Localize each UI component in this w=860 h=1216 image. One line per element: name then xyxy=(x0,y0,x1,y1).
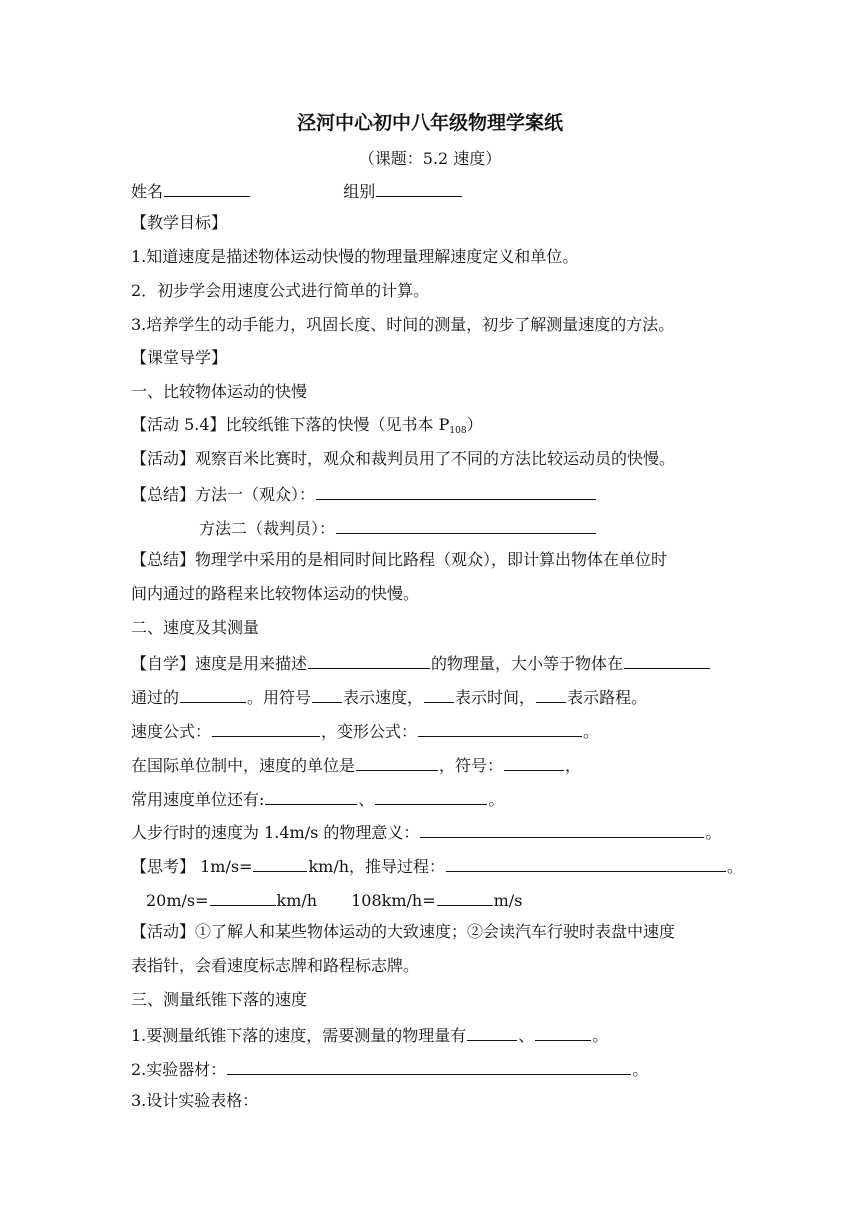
equipment-blank[interactable] xyxy=(227,1058,631,1075)
activity-54-text: 比较纸锥下落的快慢（见书本 P xyxy=(225,415,450,434)
separator: 、 xyxy=(518,1026,535,1045)
goal-item: 1.知道速度是描述物体运动快慢的物理量理解速度定义和单位。 xyxy=(131,247,579,266)
activity2-continued: 表指针，会看速度标志牌和路程标志牌。 xyxy=(131,956,420,975)
equipment-row xyxy=(131,1058,648,1080)
activity2-text: ①了解人和某些物体运动的大致速度；②会读汽车行驶时表盘中速度 xyxy=(195,922,676,941)
activity-54-tag: 【活动 5.4】 xyxy=(131,415,226,434)
derivation-blank[interactable] xyxy=(446,855,726,872)
page-title: 泾河中心初中八年级物理学案纸 xyxy=(296,112,563,134)
page-subtitle: （课题：5.2 速度） xyxy=(358,149,502,168)
method2-row xyxy=(199,517,597,539)
self-study-text: 。用符号 xyxy=(247,688,312,707)
activity2-row xyxy=(131,922,675,942)
summary2-continued: 间内通过的路程来比较物体运动的快慢。 xyxy=(131,584,420,603)
activity2-tag: 【活动】 xyxy=(131,922,196,941)
quantities-text: 1.要测量纸锥下落的速度，需要测量的物理量有 xyxy=(131,1026,467,1045)
variant-formula-label: ，变形公式： xyxy=(321,722,418,741)
name-group-row xyxy=(131,180,463,202)
self-study-text: 表示路程。 xyxy=(567,688,648,707)
method2-label: 方法二（裁判员）： xyxy=(199,519,336,538)
kmh-blank[interactable] xyxy=(253,855,307,872)
quantity-blank-2[interactable] xyxy=(535,1024,591,1041)
summary-method1-row xyxy=(131,483,597,505)
self-study-text: 的物理量，大小等于物体在 xyxy=(431,654,624,673)
unit-time-blank[interactable] xyxy=(624,652,710,669)
period: 。 xyxy=(488,790,505,809)
walking-speed-row xyxy=(131,821,721,843)
summary2-row xyxy=(131,550,667,570)
si-symbol-blank[interactable] xyxy=(504,754,564,771)
common-units-text: 常用速度单位还有: xyxy=(131,790,265,809)
self-study-text: 表示时间， xyxy=(455,688,536,707)
time-symbol-blank[interactable] xyxy=(424,686,454,703)
goal-item: 3.培养学生的动手能力，巩固长度、时间的测量，初步了解测量速度的方法。 xyxy=(131,315,675,334)
formula-row xyxy=(131,720,599,742)
section3-heading: 三、测量纸锥下落的速度 xyxy=(131,990,308,1009)
self-study-text: 速度是用来描述 xyxy=(195,654,308,673)
separator: 、 xyxy=(358,790,375,809)
variant-formula-blank[interactable] xyxy=(418,720,582,737)
summary2-text: 物理学中采用的是相同时间比路程（观众），即计算出物体在单位时 xyxy=(195,550,668,569)
think-text: 1m/s= xyxy=(195,857,253,876)
conversion-text: 108km/h= xyxy=(351,891,436,910)
page-number-subscript: 108 xyxy=(449,426,467,436)
think-tag: 【思考】 xyxy=(131,857,196,876)
quantity-blank-1[interactable] xyxy=(467,1024,517,1041)
distance-symbol-blank[interactable] xyxy=(536,686,566,703)
common-unit-blank-2[interactable] xyxy=(375,788,487,805)
think-row xyxy=(131,855,743,877)
method2-blank[interactable] xyxy=(336,517,596,534)
period: 。 xyxy=(592,1026,609,1045)
guide-heading: 【课堂导学】 xyxy=(131,348,228,367)
section2-heading: 二、速度及其测量 xyxy=(131,618,260,637)
method1-label: 方法一（观众）： xyxy=(195,485,316,504)
self-study-text: 通过的 xyxy=(131,688,180,707)
conversion-row xyxy=(146,889,522,911)
group-label: 组别 xyxy=(343,182,376,201)
quantities-row xyxy=(131,1024,608,1046)
activity-row xyxy=(131,449,675,469)
conversion-text: 20m/s= xyxy=(146,891,209,910)
self-study-text: 表示速度， xyxy=(343,688,424,707)
walking-speed-text: 人步行时的速度为 1.4m/s 的物理意义： xyxy=(131,823,420,842)
activity-54-row xyxy=(131,415,483,441)
table-design-label: 3.设计实验表格： xyxy=(131,1091,259,1110)
group-blank[interactable] xyxy=(376,180,462,197)
activity-text: 观察百米比赛时，观众和裁判员用了不同的方法比较运动员的快慢。 xyxy=(195,449,676,468)
self-study-row xyxy=(131,652,711,674)
period: 。 xyxy=(583,722,600,741)
si-unit-text: 在国际单位制中，速度的单位是 xyxy=(131,756,356,775)
si-unit-row xyxy=(131,754,581,776)
si-unit-blank[interactable] xyxy=(356,754,438,771)
self-study-row-2 xyxy=(131,686,647,708)
think-text: km/h，推导过程： xyxy=(308,857,446,876)
speed-symbol-blank[interactable] xyxy=(312,686,342,703)
self-study-tag: 【自学】 xyxy=(131,654,196,673)
period: 。 xyxy=(705,823,722,842)
distance-blank[interactable] xyxy=(180,686,246,703)
describe-blank[interactable] xyxy=(308,652,430,669)
method1-blank[interactable] xyxy=(316,483,596,500)
period: 。 xyxy=(727,857,744,876)
section1-heading: 一、比较物体运动的快慢 xyxy=(131,382,308,401)
formula-label: 速度公式： xyxy=(131,722,212,741)
name-blank[interactable] xyxy=(164,180,250,197)
walking-meaning-blank[interactable] xyxy=(420,821,704,838)
common-unit-blank-1[interactable] xyxy=(265,788,357,805)
common-units-row xyxy=(131,788,504,810)
activity-54-end: ） xyxy=(466,415,483,434)
equipment-label: 2.实验器材： xyxy=(131,1060,227,1079)
activity-tag: 【活动】 xyxy=(131,449,196,468)
comma: ， xyxy=(565,756,582,775)
summary-tag: 【总结】 xyxy=(131,485,196,504)
conversion-blank-1[interactable] xyxy=(210,889,276,906)
conversion-text: km/h xyxy=(276,891,318,910)
period: 。 xyxy=(632,1060,649,1079)
symbol-label: ，符号： xyxy=(439,756,504,775)
goal-item: 2．初步学会用速度公式进行简单的计算。 xyxy=(131,281,430,300)
goals-heading: 【教学目标】 xyxy=(131,213,228,232)
summary2-tag: 【总结】 xyxy=(131,550,196,569)
conversion-text: m/s xyxy=(493,891,523,910)
formula-blank[interactable] xyxy=(212,720,320,737)
name-label: 姓名 xyxy=(131,182,164,201)
conversion-blank-2[interactable] xyxy=(437,889,493,906)
